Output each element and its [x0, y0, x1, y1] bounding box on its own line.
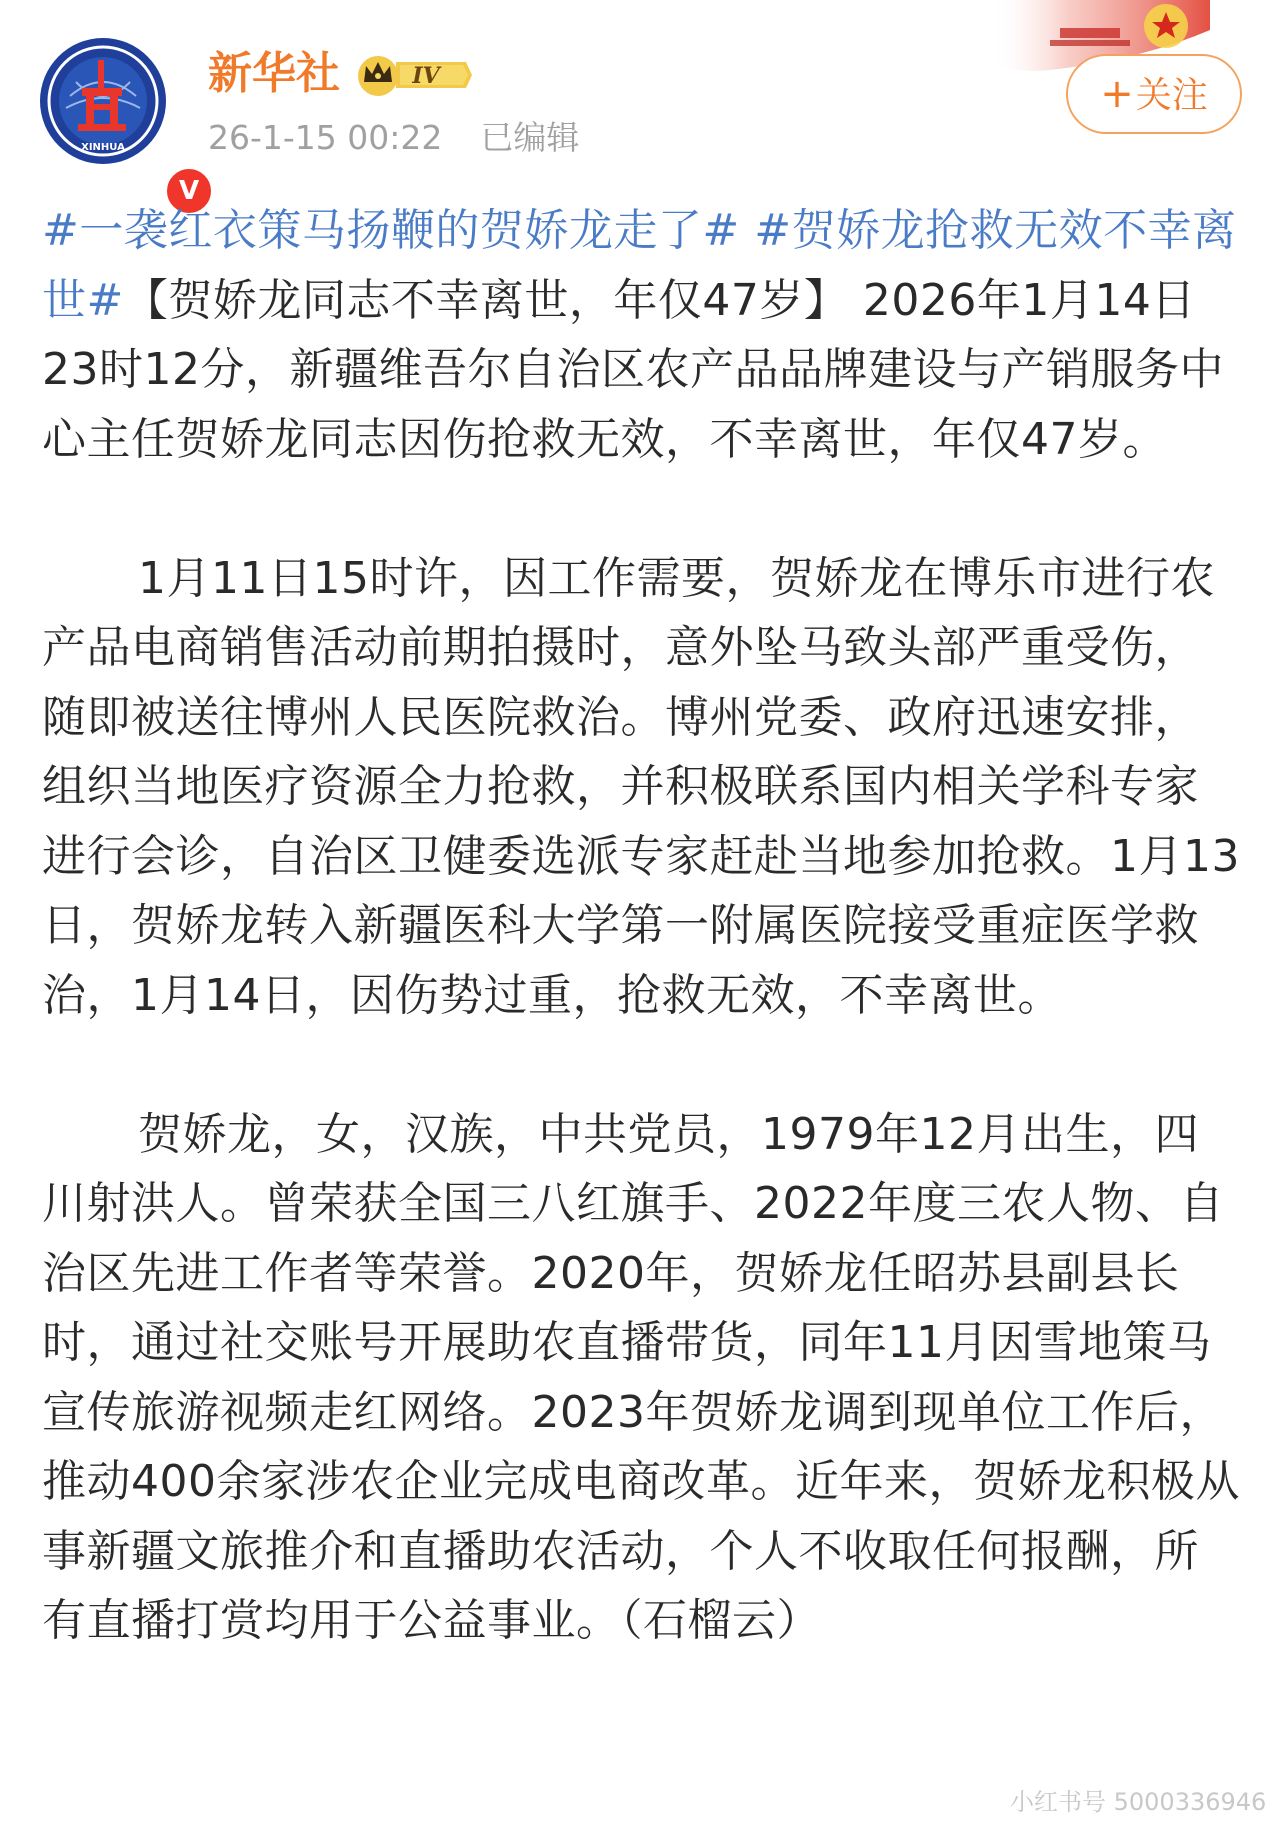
- paragraph-1: [42, 196, 1242, 474]
- paragraph-2: 1月11日15时许，因工作需要，贺娇龙在博乐市进行农产品电商销售活动前期拍摄时，意外坠马致头部严重受伤，随即被送往博州人民医院救治。博州党委、政府迅速安排，组织当地医疗资源全力抢救，并积极联系国内相关学科专家进行会诊，自治区卫健委选派专家赶赴当地参加抢救。1月13日，贺娇龙转入新疆医科大学第一附属医院接受重症医学救治，1月14日，因伤势过重，抢救无效，不幸离世。: [42, 552, 1240, 1021]
- follow-label: 关注: [1135, 75, 1208, 116]
- avatar[interactable]: [40, 38, 200, 206]
- timestamp: 26-1-15 00:22: [208, 118, 443, 157]
- edited-label[interactable]: 已编辑: [480, 118, 580, 157]
- hashtag-link[interactable]: #贺娇龙抢救无效不幸离世#: [42, 205, 1237, 326]
- follow-button[interactable]: [1066, 54, 1242, 134]
- post-content: [42, 196, 1242, 1656]
- plus-icon: +: [1100, 71, 1134, 117]
- svg-text:IV: IV: [412, 63, 440, 89]
- paragraph-1-text: 【贺娇龙同志不幸离世，年仅47岁】 2026年1月14日23时12分，新疆维吾尔自治区农产品品牌建设与产销服务中心主任贺娇龙同志因伤抢救无效，不幸离世，年仅47岁。: [42, 274, 1224, 465]
- crown-level-badge-icon: [356, 52, 474, 98]
- post-header: [0, 0, 1284, 206]
- svg-text:XINHUA: XINHUA: [81, 142, 125, 153]
- paragraph-3: 贺娇龙，女，汉族，中共党员，1979年12月出生，四川射洪人。曾荣获全国三八红旗手、2022年度三农人物、自治区先进工作者等荣誉。2020年，贺娇龙任昭苏县副县长时，通过社交账号开展助农直播带货，同年11月因雪地策马宣传旅游视频走红网络。2023年贺娇龙调到现单位工作后，推动400余家涉农企业完成电商改革。近年来，贺娇龙积极从事新疆文旅推介和直播助农活动，个人不收取任何报酬，所有直播打赏均用于公益事业。（石榴云）: [42, 1108, 1240, 1646]
- xinhua-logo-icon: [40, 38, 166, 164]
- watermark: 小红书号 5000336946: [1010, 1788, 1267, 1816]
- hashtag-link[interactable]: #一袭红衣策马扬鞭的贺娇龙走了#: [42, 205, 740, 256]
- verified-v-badge-icon: V: [164, 166, 214, 216]
- author-name[interactable]: 新华社: [208, 48, 340, 99]
- post-meta: [208, 116, 579, 160]
